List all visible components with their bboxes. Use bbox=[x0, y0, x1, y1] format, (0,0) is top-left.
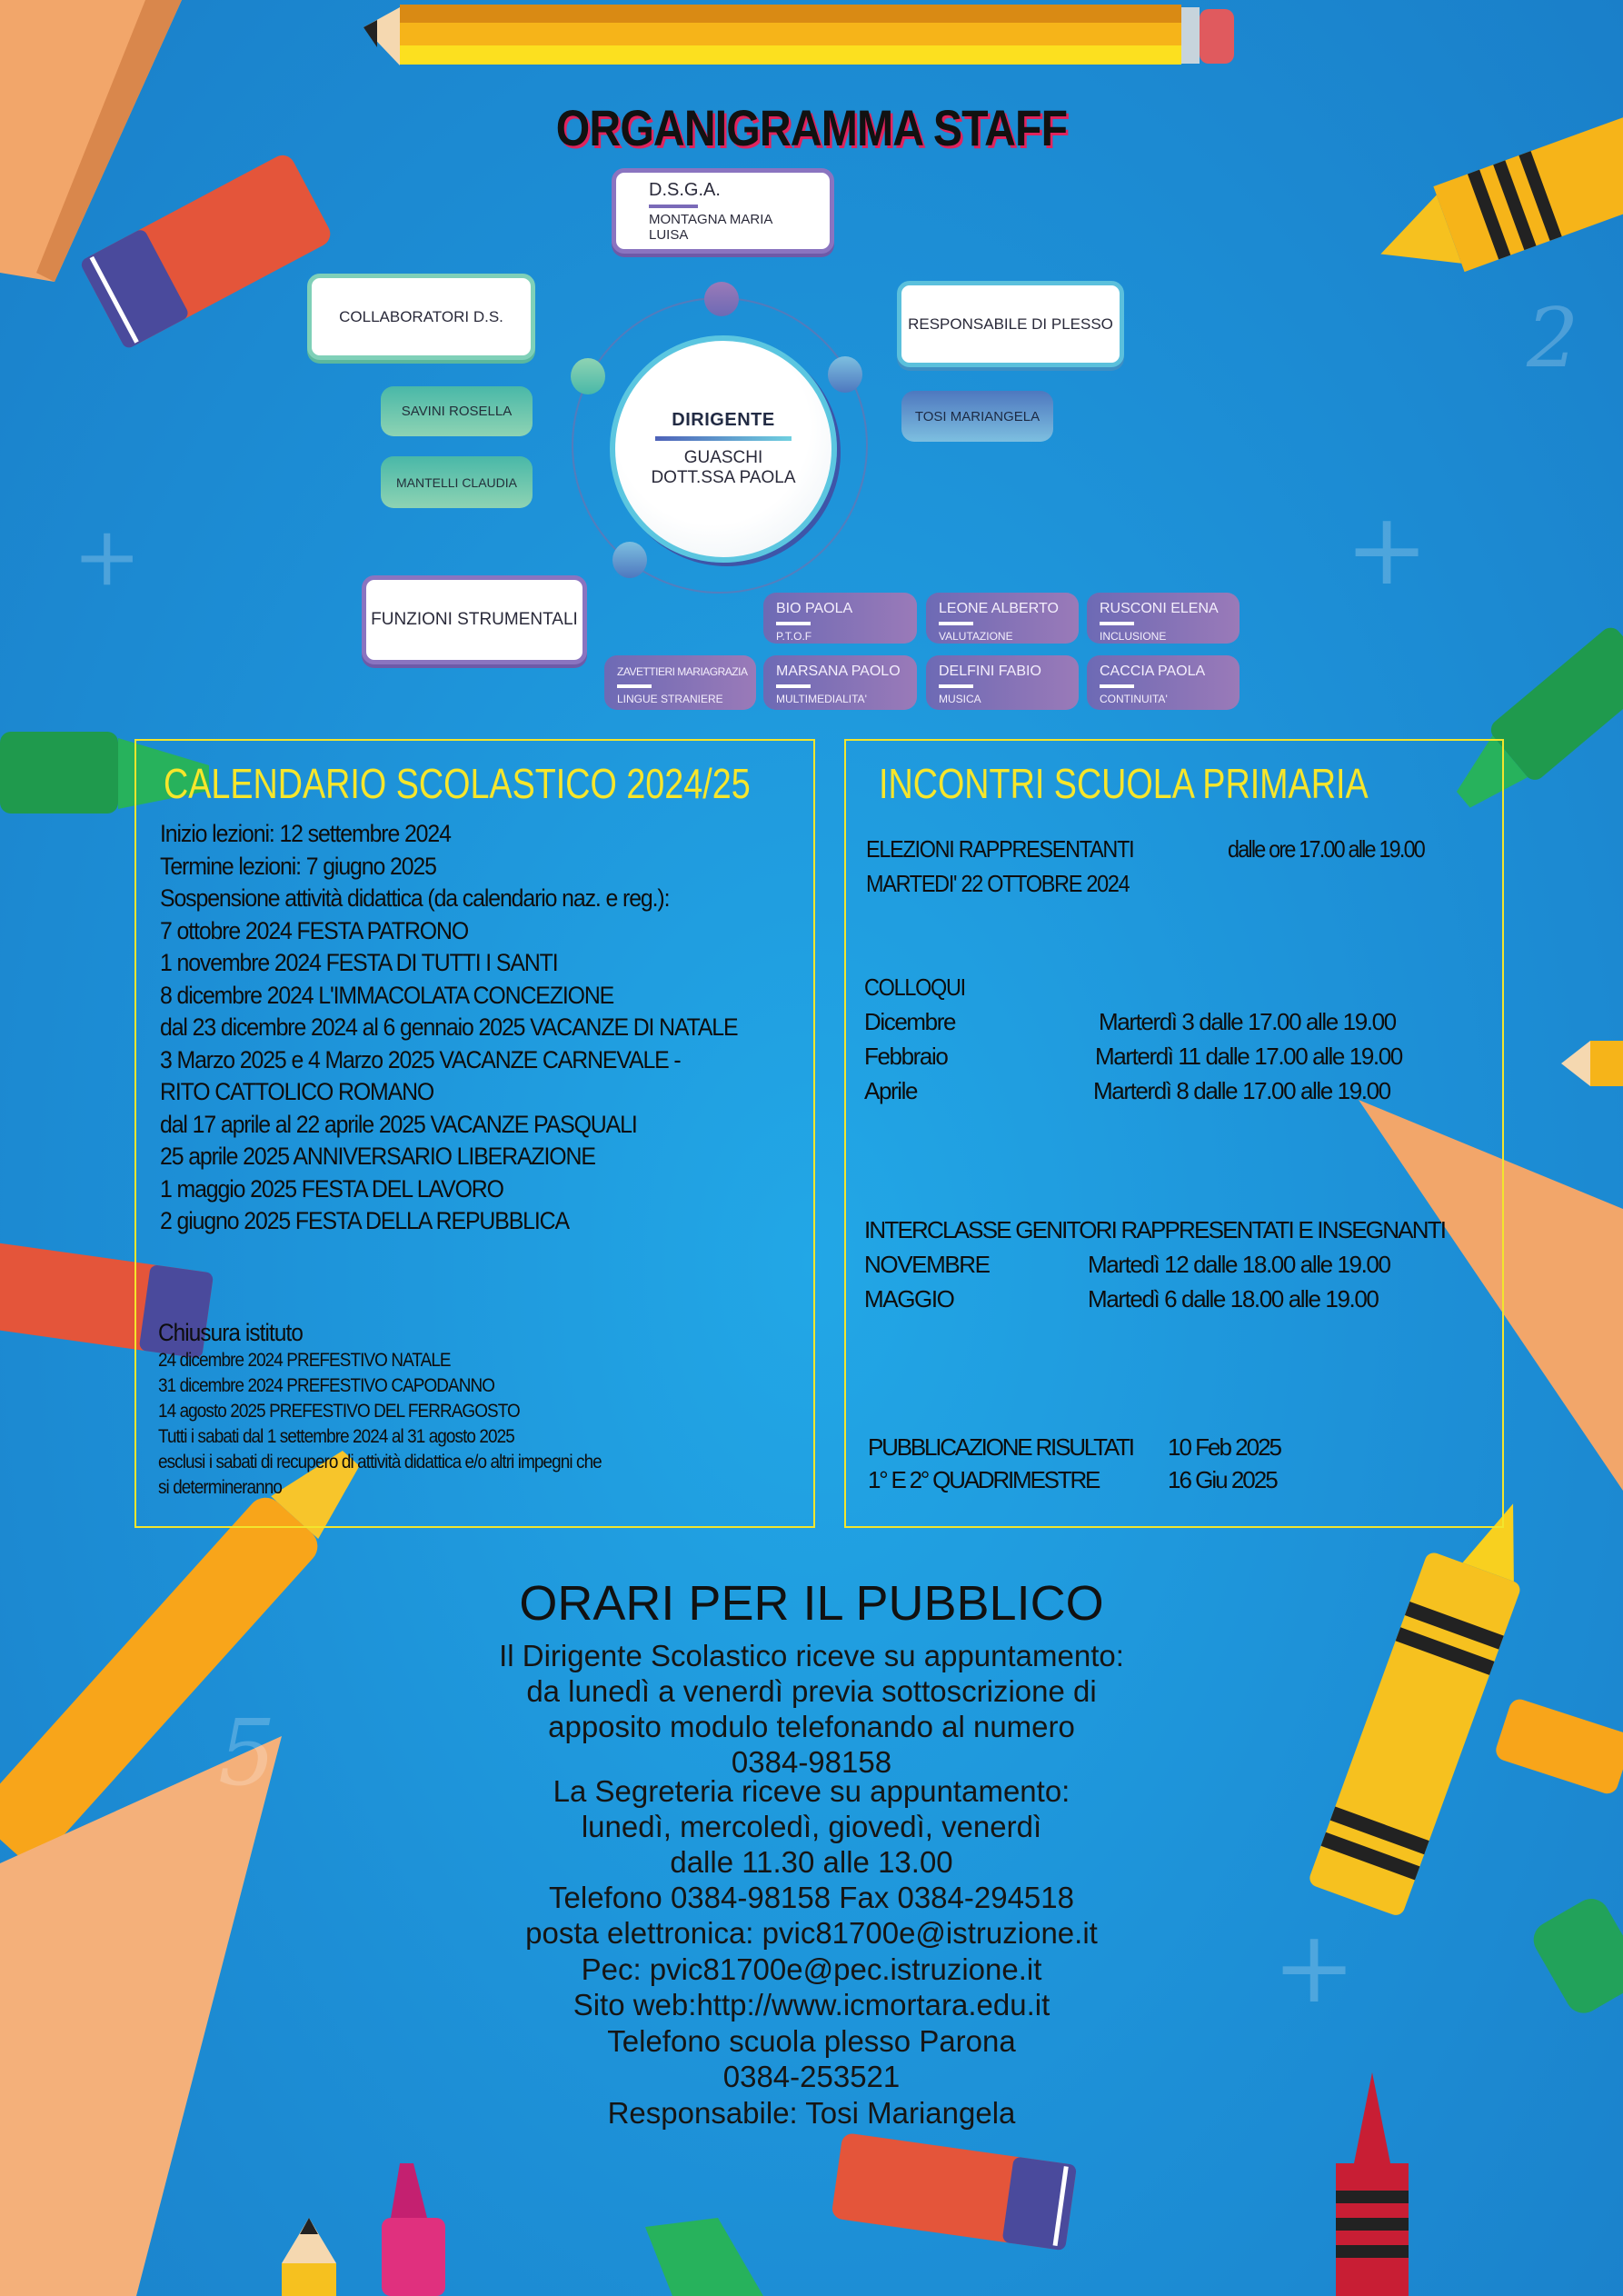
chiusura-section bbox=[158, 1317, 602, 1501]
orari-line: lunedì, mercoledì, giovedì, venerdì bbox=[581, 1810, 1042, 1843]
incontri-panel bbox=[844, 739, 1504, 1528]
funzione-role: MULTIMEDIALITA' bbox=[776, 693, 867, 705]
funzione-item bbox=[604, 655, 756, 710]
eraser-left-icon bbox=[79, 151, 334, 350]
doodle-plus-icon: + bbox=[1345, 491, 1429, 607]
calendario-line: dal 23 dicembre 2024 al 6 gennaio 2025 VACANZE DI NATALE bbox=[160, 1013, 738, 1041]
responsabile-plesso-title: RESPONSABILE DI PLESSO bbox=[908, 314, 1113, 333]
chiusura-line: Tutti i sabati dal 1 settembre 2024 al 31 agosto 2025 bbox=[158, 1426, 514, 1447]
funzione-item bbox=[926, 593, 1079, 644]
calendario-line: Inizio lezioni: 12 settembre 2024 bbox=[160, 820, 451, 847]
calendario-line: dal 17 aprile al 22 aprile 2025 VACANZE PASQUALI bbox=[160, 1110, 637, 1138]
marker-pink-bottom-icon bbox=[382, 2163, 445, 2296]
calendario-line: 7 ottobre 2024 FESTA PATRONO bbox=[160, 916, 469, 944]
funzione-divider bbox=[617, 684, 652, 688]
collaboratori-title: COLLABORATORI D.S. bbox=[339, 307, 503, 325]
dirigente-name-line1: GUASCHI bbox=[683, 448, 763, 467]
orari-line: Responsabile: Tosi Mariangela bbox=[607, 2096, 1016, 2130]
funzione-name: CACCIA PAOLA bbox=[1100, 664, 1206, 679]
chiusura-title: Chiusura istituto bbox=[158, 1319, 303, 1346]
calendario-line: 8 dicembre 2024 L'IMMACOLATA CONCEZIONE bbox=[160, 981, 614, 1009]
orari-line: Telefono scuola plesso Parona bbox=[607, 2024, 1016, 2058]
orari-line: dalle 11.30 alle 13.00 bbox=[670, 1845, 953, 1879]
calendario-line: 2 giugno 2025 FESTA DELLA REPUBBLICA bbox=[160, 1207, 569, 1234]
funzione-name: LEONE ALBERTO bbox=[939, 601, 1059, 616]
funzione-item bbox=[1087, 655, 1240, 710]
responsabile-plesso-card bbox=[897, 281, 1124, 367]
ring-dot-top bbox=[704, 282, 739, 316]
funzione-item bbox=[763, 593, 917, 644]
funzione-item bbox=[926, 655, 1079, 710]
responsabile-plesso-item: TOSI MARIANGELA bbox=[901, 391, 1053, 442]
collaboratori-card bbox=[307, 274, 535, 360]
interclasse-row bbox=[864, 1282, 1445, 1316]
colloqui-row bbox=[864, 1039, 1402, 1073]
funzione-role: P.T.O.F bbox=[776, 630, 812, 643]
pencil-bottom-icon bbox=[282, 2218, 336, 2296]
orari-line: 0384-98158 bbox=[731, 1745, 892, 1779]
chiusura-line: 24 dicembre 2024 PREFESTIVO NATALE bbox=[158, 1350, 451, 1371]
funzione-divider bbox=[939, 622, 973, 625]
funzione-divider bbox=[1100, 622, 1134, 625]
interclasse-month: NOVEMBRE bbox=[864, 1251, 990, 1278]
calendario-line: RITO CATTOLICO ROMANO bbox=[160, 1078, 434, 1105]
funzione-name: RUSCONI ELENA bbox=[1100, 601, 1219, 616]
chiusura-line: 31 dicembre 2024 PREFESTIVO CAPODANNO bbox=[158, 1375, 495, 1396]
ring-dot-right bbox=[828, 356, 862, 393]
elezioni-date: MARTEDI' 22 OTTOBRE 2024 bbox=[866, 870, 1130, 897]
colloqui-row bbox=[864, 1073, 1390, 1108]
marker-green-bottom-icon bbox=[645, 2218, 763, 2296]
colloqui-month: Aprile bbox=[864, 1077, 918, 1104]
dsga-divider bbox=[649, 205, 698, 208]
funzione-role: CONTINUITA' bbox=[1100, 693, 1168, 705]
colloqui-month: Dicembre bbox=[864, 1008, 956, 1035]
chiusura-line: si determineranno bbox=[158, 1477, 282, 1498]
dirigente-name-line2: DOTT.SSA PAOLA bbox=[651, 468, 796, 487]
calendario-panel bbox=[134, 739, 815, 1528]
orari-line: Telefono 0384-98158 Fax 0384-294518 bbox=[549, 1881, 1074, 1914]
calendario-line: Termine lezioni: 7 giugno 2025 bbox=[160, 852, 436, 880]
funzioni-strumentali-title: FUNZIONI STRUMENTALI bbox=[371, 610, 578, 629]
doodle-number-icon: 2 bbox=[1527, 291, 1579, 386]
dsga-title: D.S.G.A. bbox=[649, 179, 721, 200]
interclasse-when: Martedì 6 dalle 18.00 alle 19.00 bbox=[1088, 1285, 1379, 1313]
interclasse-month: MAGGIO bbox=[864, 1285, 954, 1313]
funzioni-strumentali-card bbox=[362, 575, 587, 664]
doodle-plus-icon: + bbox=[73, 509, 142, 604]
doodle-plus-icon: + bbox=[1272, 1909, 1357, 2025]
orari-line: La Segreteria riceve su appuntamento: bbox=[553, 1774, 1070, 1808]
funzione-divider bbox=[939, 684, 973, 688]
funzione-divider bbox=[1100, 684, 1134, 688]
collaboratore-item: SAVINI ROSELLA bbox=[381, 386, 533, 436]
calendario-line: 1 maggio 2025 FESTA DEL LAVORO bbox=[160, 1174, 503, 1203]
colloqui-when: Marterdì 11 dalle 17.00 alle 19.00 bbox=[1095, 1043, 1402, 1070]
orari-line: Pec: pvic81700e@pec.istruzione.it bbox=[581, 1952, 1042, 1986]
incontri-title: INCONTRI SCUOLA PRIMARIA bbox=[879, 760, 1369, 807]
orari-line: posta elettronica: pvic81700e@istruzione.it bbox=[525, 1916, 1098, 1950]
dirigente-circle bbox=[610, 335, 837, 563]
orari-line: Il Dirigente Scolastico riceve su appuntamento: bbox=[499, 1639, 1124, 1672]
colloqui-when: Marterdì 8 dalle 17.00 alle 19.00 bbox=[1093, 1077, 1390, 1104]
calendario-line: Sospensione attività didattica (da calendario naz. e reg.): bbox=[160, 884, 670, 912]
elezioni-time: dalle ore 17.00 alle 19.00 bbox=[1228, 835, 1425, 863]
interclasse-row bbox=[864, 1247, 1445, 1282]
elezioni-section bbox=[866, 832, 1133, 901]
interclasse-section bbox=[864, 1213, 1445, 1316]
funzione-item bbox=[763, 655, 917, 710]
colloqui-month: Febbraio bbox=[864, 1043, 948, 1070]
colloqui-section bbox=[864, 970, 1402, 1108]
colloqui-row bbox=[864, 1004, 1396, 1039]
ring-dot-bottom bbox=[612, 542, 647, 578]
doodle-number-icon: 5 bbox=[218, 1700, 276, 1806]
pubblicazione-date: 16 Giu 2025 bbox=[1168, 1466, 1277, 1493]
funzione-name: BIO PAOLA bbox=[776, 601, 853, 616]
funzione-role: INCLUSIONE bbox=[1100, 630, 1167, 643]
elezioni-label: ELEZIONI RAPPRESENTANTI bbox=[866, 835, 1134, 863]
funzione-name: ZAVETTIERI MARIAGRAZIA bbox=[617, 665, 748, 678]
funzione-role: MUSICA bbox=[939, 693, 981, 705]
pubblicazione-label: 1° E 2° QUADRIMESTRE bbox=[868, 1466, 1100, 1493]
funzione-role: LINGUE STRANIERE bbox=[617, 693, 723, 705]
dirigente-divider bbox=[655, 436, 792, 441]
calendario-line: 25 aprile 2025 ANNIVERSARIO LIBERAZIONE bbox=[160, 1143, 595, 1170]
org-title: ORGANIGRAMMA STAFF bbox=[555, 99, 1068, 156]
dirigente-title: DIRIGENTE bbox=[672, 410, 775, 430]
pubblicazione-date: 10 Feb 2025 bbox=[1168, 1433, 1281, 1461]
chiusura-line: esclusi i sabati di recupero di attività didattica e/o altri impegni che bbox=[158, 1452, 602, 1472]
pubblicazione-label: PUBBLICAZIONE RISULTATI bbox=[868, 1433, 1133, 1461]
funzione-divider bbox=[776, 684, 811, 688]
dsga-name-line2: LUISA bbox=[649, 226, 689, 243]
calendario-line: 1 novembre 2024 FESTA DI TUTTI I SANTI bbox=[160, 949, 558, 976]
funzione-divider bbox=[776, 622, 811, 625]
chiusura-line: 14 agosto 2025 PREFESTIVO DEL FERRAGOSTO bbox=[158, 1401, 520, 1422]
interclasse-when: Martedì 12 dalle 18.00 alle 19.00 bbox=[1088, 1251, 1390, 1278]
pencil-top-icon bbox=[363, 5, 1234, 65]
colloqui-title: COLLOQUI bbox=[864, 973, 965, 1001]
calendario-list bbox=[160, 818, 737, 1238]
orari-line: da lunedì a venerdì previa sottoscrizione di bbox=[526, 1674, 1097, 1708]
eraser-bottom-icon bbox=[831, 2132, 1077, 2251]
website-link[interactable]: Sito web:http://www.icmortara.edu.it bbox=[573, 1988, 1050, 2021]
calendario-title: CALENDARIO SCOLASTICO 2024/25 bbox=[164, 760, 751, 807]
calendario-line: 3 Marzo 2025 e 4 Marzo 2025 VACANZE CARNEVALE - bbox=[160, 1045, 681, 1073]
orari-line: 0384-253521 bbox=[722, 2060, 901, 2093]
funzione-item bbox=[1087, 593, 1240, 644]
pencil-right-icon bbox=[1561, 1041, 1623, 1086]
dsga-card bbox=[612, 168, 834, 254]
funzione-name: DELFINI FABIO bbox=[939, 664, 1041, 679]
ring-dot-left bbox=[571, 358, 605, 394]
colloqui-when: Marterdì 3 dalle 17.00 alle 19.00 bbox=[1099, 1008, 1396, 1035]
collaboratore-item: MANTELLI CLAUDIA bbox=[381, 456, 533, 508]
orari-title: ORARI PER IL PUBBLICO bbox=[519, 1576, 1104, 1631]
funzione-name: MARSANA PAOLO bbox=[776, 664, 901, 679]
funzione-role: VALUTAZIONE bbox=[939, 630, 1013, 643]
orari-line: apposito modulo telefonando al numero bbox=[548, 1710, 1075, 1743]
interclasse-title: INTERCLASSE GENITORI RAPPRESENTATI E INSEGNANTI bbox=[864, 1216, 1446, 1243]
dsga-name-line1: MONTAGNA MARIA bbox=[649, 211, 773, 227]
